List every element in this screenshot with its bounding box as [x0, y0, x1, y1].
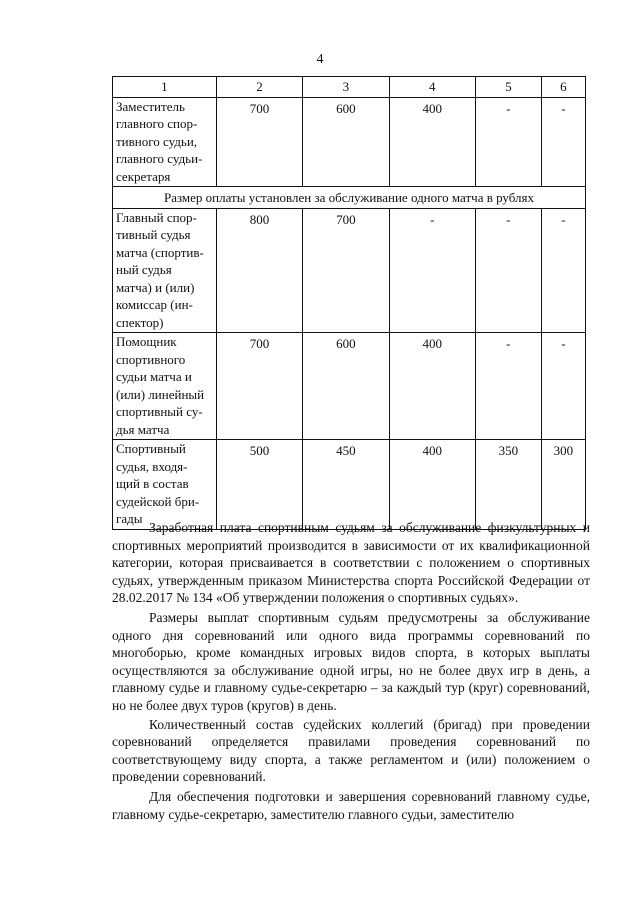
page-number: 4 [316, 52, 324, 67]
fee-value: - [389, 208, 475, 333]
section-label: Размер оплаты установлен за обслуживание одного матча в рублях [113, 187, 586, 209]
role-line: судья, входя- [116, 458, 188, 474]
paragraph: Количественный состав судейских коллегий (бригад) при проведении соревнований определяется правилами проведения соревнований по соответствующему виду спорта, а также регламентом и (или) положением о проведении соревнований. [112, 716, 590, 785]
fee-value: 800 [216, 208, 302, 333]
referee-role [113, 440, 217, 530]
column-number: 2 [216, 77, 302, 98]
fee-value: 400 [389, 440, 475, 530]
fee-value: 500 [216, 440, 302, 530]
role-line: спортивного [116, 351, 186, 367]
role-line: комиссар (ин- [116, 297, 193, 312]
role-line: секретаря [116, 168, 171, 184]
role-line: Заместитель [116, 98, 185, 114]
role-line: главного судьи- [116, 151, 203, 166]
table-row [113, 97, 586, 187]
paragraph: Размеры выплат спортивным судьям предусмотрены за обслуживание одного дня соревнований или одного вида программы соревнований по многоборью, кроме командных игровых видов спорта, в которых выплаты осуществляются за обслуживание одной игры, но не более двух игр в день, а главному судье и главному судье-секретарю – за каждый тур (круг) соревнований, но не более двух туров (кругов) в день. [112, 609, 590, 713]
fee-value: 400 [389, 97, 475, 187]
role-line: матча (спортив- [116, 244, 204, 260]
section-row [113, 187, 586, 209]
fee-value: - [541, 97, 585, 187]
role-line: щий в состав [116, 476, 189, 491]
role-line: судейской бри- [116, 493, 200, 509]
role-line: гады [116, 511, 143, 526]
role-line: главного спор- [116, 116, 198, 131]
referee-fee-table [112, 76, 586, 530]
role-line: дья матча [116, 421, 170, 437]
role-line: Спортивный [116, 441, 186, 456]
role-line: тивного судьи, [116, 133, 198, 149]
fee-value: 350 [475, 440, 541, 530]
fee-value: 600 [303, 333, 389, 440]
column-number: 5 [475, 77, 541, 98]
role-line: судьи матча и [116, 369, 192, 384]
role-line: тивный судья [116, 227, 191, 242]
fee-value: 700 [216, 97, 302, 187]
paragraph: Заработная плата спортивным судьям за обслуживание физкультурных и спортивных мероприятий производится в зависимости от их квалификационной категории, которая присваивается в соответствии с положением о спортивных судьях, утвержденным приказом Министерства спорта Российской Федерации от 28.02.2017 № 134 «Об утверждении положения о спортивных судьях». [112, 520, 590, 606]
column-number: 6 [541, 77, 585, 98]
column-number: 1 [113, 77, 217, 98]
referee-role [113, 97, 217, 187]
fee-value: - [475, 333, 541, 440]
fee-value: 300 [541, 440, 585, 530]
table-header-row [113, 77, 586, 98]
table-row [113, 208, 586, 333]
role-line: Главный спор- [116, 209, 197, 225]
column-number: 3 [303, 77, 389, 98]
table-row [113, 333, 586, 440]
paragraph: Для обеспечения подготовки и завершения соревнований главному судье, главному судье-секретарю, заместителю главного судьи, заместителю [112, 788, 590, 822]
role-line: (или) линейный [116, 386, 205, 402]
referee-role [113, 208, 217, 333]
role-line: ный судья [116, 262, 172, 277]
role-line: матча) и (или) [116, 279, 195, 295]
referee-role [113, 333, 217, 440]
fee-value: 600 [303, 97, 389, 187]
role-line: спектор) [116, 314, 164, 330]
fee-value: 700 [303, 208, 389, 333]
role-line: спортивный су- [116, 404, 203, 419]
role-line: Помощник [116, 334, 177, 349]
fee-value: - [475, 97, 541, 187]
fee-value: - [475, 208, 541, 333]
fee-value: - [541, 333, 585, 440]
body-text [112, 519, 590, 824]
fee-value: 400 [389, 333, 475, 440]
column-number: 4 [389, 77, 475, 98]
fee-value: 700 [216, 333, 302, 440]
fee-value: - [541, 208, 585, 333]
fee-value: 450 [303, 440, 389, 530]
table-row [113, 440, 586, 530]
